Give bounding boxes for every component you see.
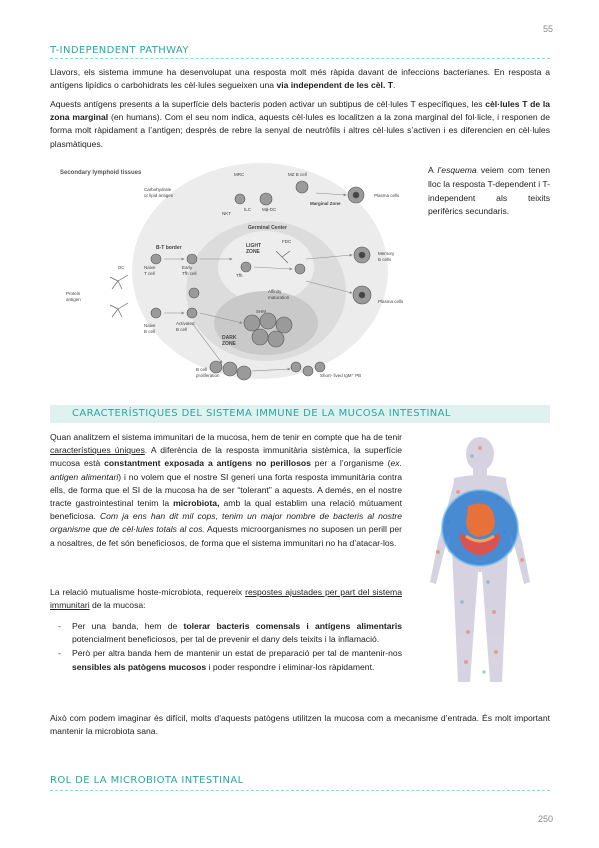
svg-text:Plasma cells: Plasma cells bbox=[374, 193, 400, 198]
svg-text:B cells: B cells bbox=[378, 257, 392, 262]
svg-text:maturation: maturation bbox=[268, 295, 290, 300]
svg-text:Affinity: Affinity bbox=[268, 289, 282, 294]
svg-text:MZ B cell: MZ B cell bbox=[288, 172, 307, 177]
svg-text:B cell: B cell bbox=[196, 367, 208, 372]
paragraph-mutualism: La relació mutualisme hoste-microbiota, requereix respostes ajustades per part del sistema immunitari de la mucosa: bbox=[50, 587, 402, 611]
svg-text:MRC: MRC bbox=[234, 172, 245, 177]
page-number-top: 55 bbox=[542, 24, 553, 34]
response-list bbox=[50, 620, 402, 675]
svg-text:antigen: antigen bbox=[66, 297, 81, 302]
page-number-bottom: 250 bbox=[537, 814, 553, 824]
svg-text:ILC: ILC bbox=[244, 207, 252, 212]
svg-text:B cell: B cell bbox=[144, 329, 156, 334]
human-body-microbiota-illustration bbox=[408, 432, 552, 692]
immune-response-diagram bbox=[56, 163, 420, 393]
svg-text:Germinal Center: Germinal Center bbox=[248, 225, 287, 231]
section-divider bbox=[50, 790, 550, 791]
svg-text:Marginal Zone: Marginal Zone bbox=[310, 201, 341, 206]
svg-text:B-T border: B-T border bbox=[156, 245, 182, 251]
bold-term: via independent de les cèl. T bbox=[276, 80, 393, 91]
section-title-mucosa: CARACTERÍSTIQUES DEL SISTEMA IMMUNE DE LA MUCOSA INTESTINAL bbox=[72, 408, 451, 419]
svg-text:or lipid antigen: or lipid antigen bbox=[144, 193, 174, 198]
svg-text:B cell: B cell bbox=[176, 327, 188, 332]
svg-text:ZONE: ZONE bbox=[246, 249, 260, 255]
svg-text:NKT: NKT bbox=[222, 211, 231, 216]
diagram-caption: A l’esquema veiem com tenen lloc la resposta T-dependent i T-independent als teixits perifèrics secundaris. bbox=[428, 165, 550, 217]
svg-text:Tfh cell: Tfh cell bbox=[182, 271, 197, 276]
svg-text:Naive: Naive bbox=[144, 323, 156, 328]
section-title-microbiota: ROL DE LA MICROBIOTA INTESTINAL bbox=[50, 775, 244, 786]
list-item: - Però per altra banda hem de mantenir un estat de preparació per tal de mantenir-nos sensibles als patògens mucosos i poder respondre i eliminar-los ràpidament. bbox=[50, 647, 402, 673]
paragraph-intro: Llavors, els sistema immune ha desenvolupat una resposta molt més ràpida davant de infeccions bacterianes. En resposta a antígens lipídics o carbohidrats les cèl·lules segueixen una via independent de les cèl. T. bbox=[50, 67, 550, 91]
svg-text:DC: DC bbox=[118, 265, 125, 270]
paragraph-conclusion: Això com podem imaginar és difícil, molts d’aquests patògens utilitzen la mucosa com a mecanisme d’entrada. És molt important mantenir la microbiota sana. bbox=[50, 713, 550, 737]
svg-text:LIGHT: LIGHT bbox=[246, 243, 261, 249]
svg-text:Naive: Naive bbox=[144, 265, 156, 270]
section-divider bbox=[50, 58, 550, 59]
svg-text:Mϕ-DC: Mϕ-DC bbox=[262, 207, 277, 212]
paragraph-mucosa: Quan analitzem el sistema immunitari de la mucosa, hem de tenir en compte que ha de tenir característiques úniques. A diferència de la resposta immunitària sistèmica, la superfície mucosa està constantment exposada a antígens no perillosos per a l’organisme (ex. antigen alimentari) i no volem que el nostre SI generi una forta resposta immunitària contra ells, de forma que el SI de la mucosa ha de ser “tolerant” a aquests. A demés, en el nostre tracte gastrointestinal tenim la microbiota, amb la qual establim una relació mútuament beneficiosa. Com ja ens han dit mil cops, tenim un major nombre de bacteris al nostre organisme que de cèl·lules totals al cos. Aquests microorganismes no suposen un perill per a nosaltres, de fet són beneficiosos, de forma que el sistema immunitari no ha d’atacar-los. bbox=[50, 432, 402, 548]
svg-text:Carbohydrate: Carbohydrate bbox=[144, 187, 172, 192]
svg-text:Early: Early bbox=[182, 265, 193, 270]
svg-text:SHM: SHM bbox=[256, 309, 266, 314]
svg-text:DARK: DARK bbox=[222, 335, 237, 341]
svg-text:Protein: Protein bbox=[66, 291, 81, 296]
bold-term: cèl·lules T de la zona marginal bbox=[50, 99, 551, 123]
paragraph-antigens: Aquests antígens presents a la superfície dels bacteris poden activar un subtipus de cèl·lules T específiques, les cèl·lules T de la zona marginal (en humans). Com el seu nom indica, aquests cèl·lules es localitzen a la zona marginal del fol·licle, i responen de forma molt ràpidament a l’antigen; després de rebre la senyal de neutròfils i altres cèl·lules s’activen i es diferencien en cèl·lules plasmàtiques. bbox=[50, 99, 551, 149]
svg-text:Memory: Memory bbox=[378, 251, 395, 256]
svg-text:Plasma cells: Plasma cells bbox=[378, 299, 404, 304]
svg-text:FDC: FDC bbox=[282, 239, 292, 244]
section-header-band bbox=[50, 405, 550, 423]
list-item: - Per una banda, hem de tolerar bacteris comensals i antígens alimentaris potencialment beneficiosos, per tal de prevenir el dany dels teixits i la inflamació. bbox=[50, 620, 402, 646]
svg-text:proliferation: proliferation bbox=[196, 373, 220, 378]
svg-text:Short- lived IgM⁺ PB: Short- lived IgM⁺ PB bbox=[320, 373, 362, 378]
svg-text:Tfh: Tfh bbox=[236, 273, 243, 278]
svg-text:T cell: T cell bbox=[144, 271, 155, 276]
svg-text:ZONE: ZONE bbox=[222, 341, 236, 347]
section-title-t-independent: T-INDEPENDENT PATHWAY bbox=[50, 45, 189, 56]
diagram-title: Secondary lymphoid tissues bbox=[60, 170, 142, 176]
svg-text:Activated: Activated bbox=[176, 321, 195, 326]
